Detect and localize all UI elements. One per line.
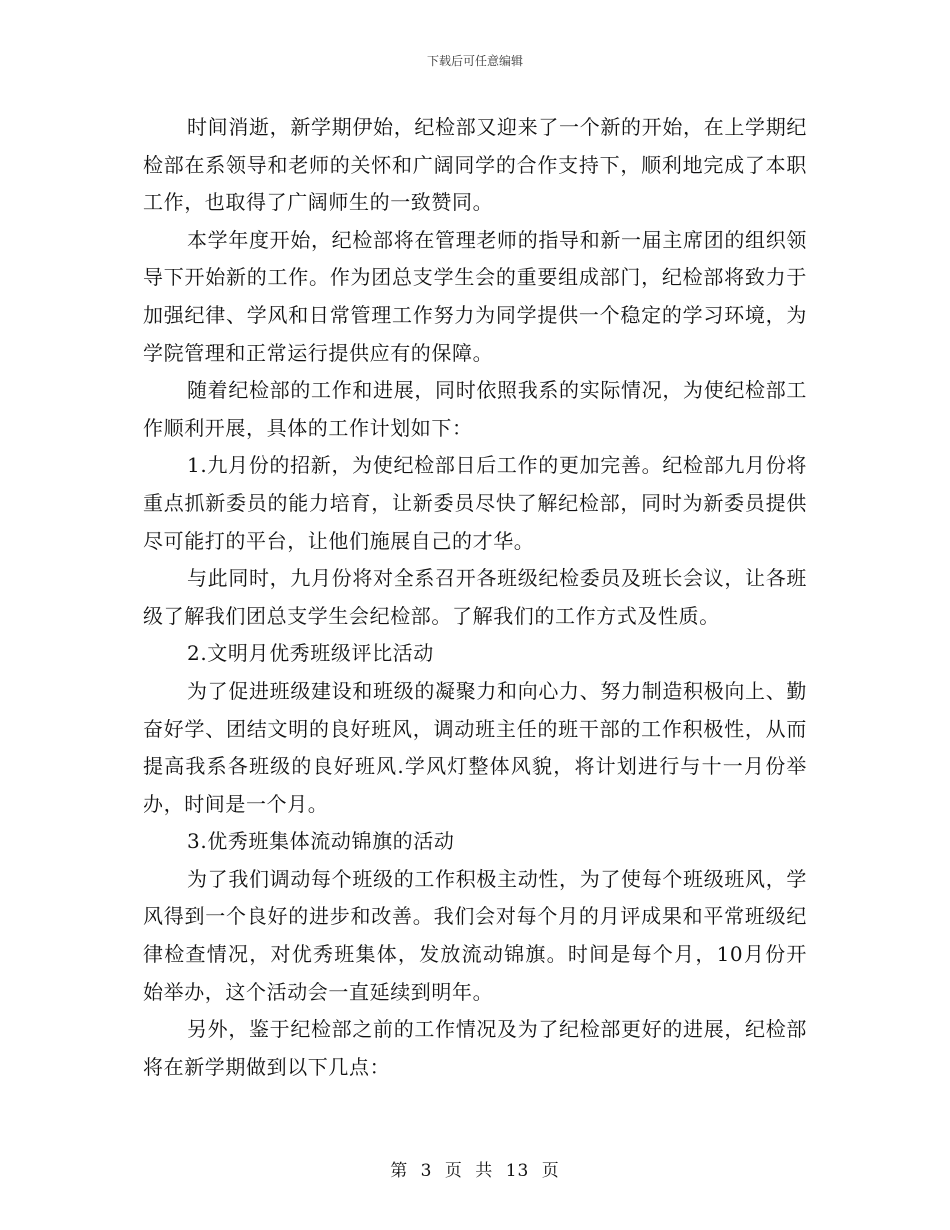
paragraph-item-3-body: 为了我们调动每个班级的工作积极主动性，为了使每个班级班风，学风得到一个良好的进步和改善。我们会对每个月的月评成果和平常班级纪律检查情况，对优秀班集体，发放流动锦旗。时间是每个月，10月份开始举办，这个活动会一直延续到明年。 (143, 866, 807, 1004)
paragraph-intro: 时间消逝，新学期伊始，纪检部又迎来了一个新的开始，在上学期纪检部在系领导和老师的关怀和广阔同学的合作支持下，顺利地完成了本职工作，也取得了广阔师生的一致赞同。 (143, 115, 807, 215)
page-header: 下载后可任意编辑 (426, 54, 523, 68)
paragraph-plan-intro: 随着纪检部的工作和进展，同时依照我系的实际情况，为使纪检部工作顺利开展，具体的工作计划如下： (143, 378, 807, 440)
page-number-footer: 第 3 页 共 13 页 (390, 1161, 560, 1181)
heading-item-3: 3.优秀班集体流动锦旗的活动 (187, 829, 455, 854)
paragraph-year-start: 本学年度开始，纪检部将在管理老师的指导和新一届主席团的组织领导下开始新的工作。作为团总支学生会的重要组成部门，纪检部将致力于加强纪律、学风和日常管理工作努力为同学提供一个稳定的学习环境，为学院管理和正常运行提供应有的保障。 (143, 227, 807, 365)
paragraph-meeting: 与此同时，九月份将对全系召开各班级纪检委员及班长会议，让各班级了解我们团总支学生会纪检部。了解我们的工作方式及性质。 (143, 566, 807, 628)
document-body (143, 109, 807, 1086)
paragraph-item-1: 1.九月份的招新，为使纪检部日后工作的更加完善。纪检部九月份将重点抓新委员的能力培育，让新委员尽快了解纪检部，同时为新委员提供尽可能打的平台，让他们施展自己的才华。 (143, 453, 807, 553)
heading-item-2: 2.文明月优秀班级评比活动 (187, 641, 434, 666)
paragraph-item-2-body: 为了促进班级建设和班级的凝聚力和向心力、努力制造积极向上、勤奋好学、团结文明的良好班风，调动班主任的班干部的工作积极性，从而提高我系各班级的良好班风.学风灯整体风貌，将计划进行与十一月份举办，时间是一个月。 (143, 678, 807, 816)
paragraph-additional: 另外，鉴于纪检部之前的工作情况及为了纪检部更好的进展，纪检部将在新学期做到以下几点： (143, 1017, 807, 1079)
